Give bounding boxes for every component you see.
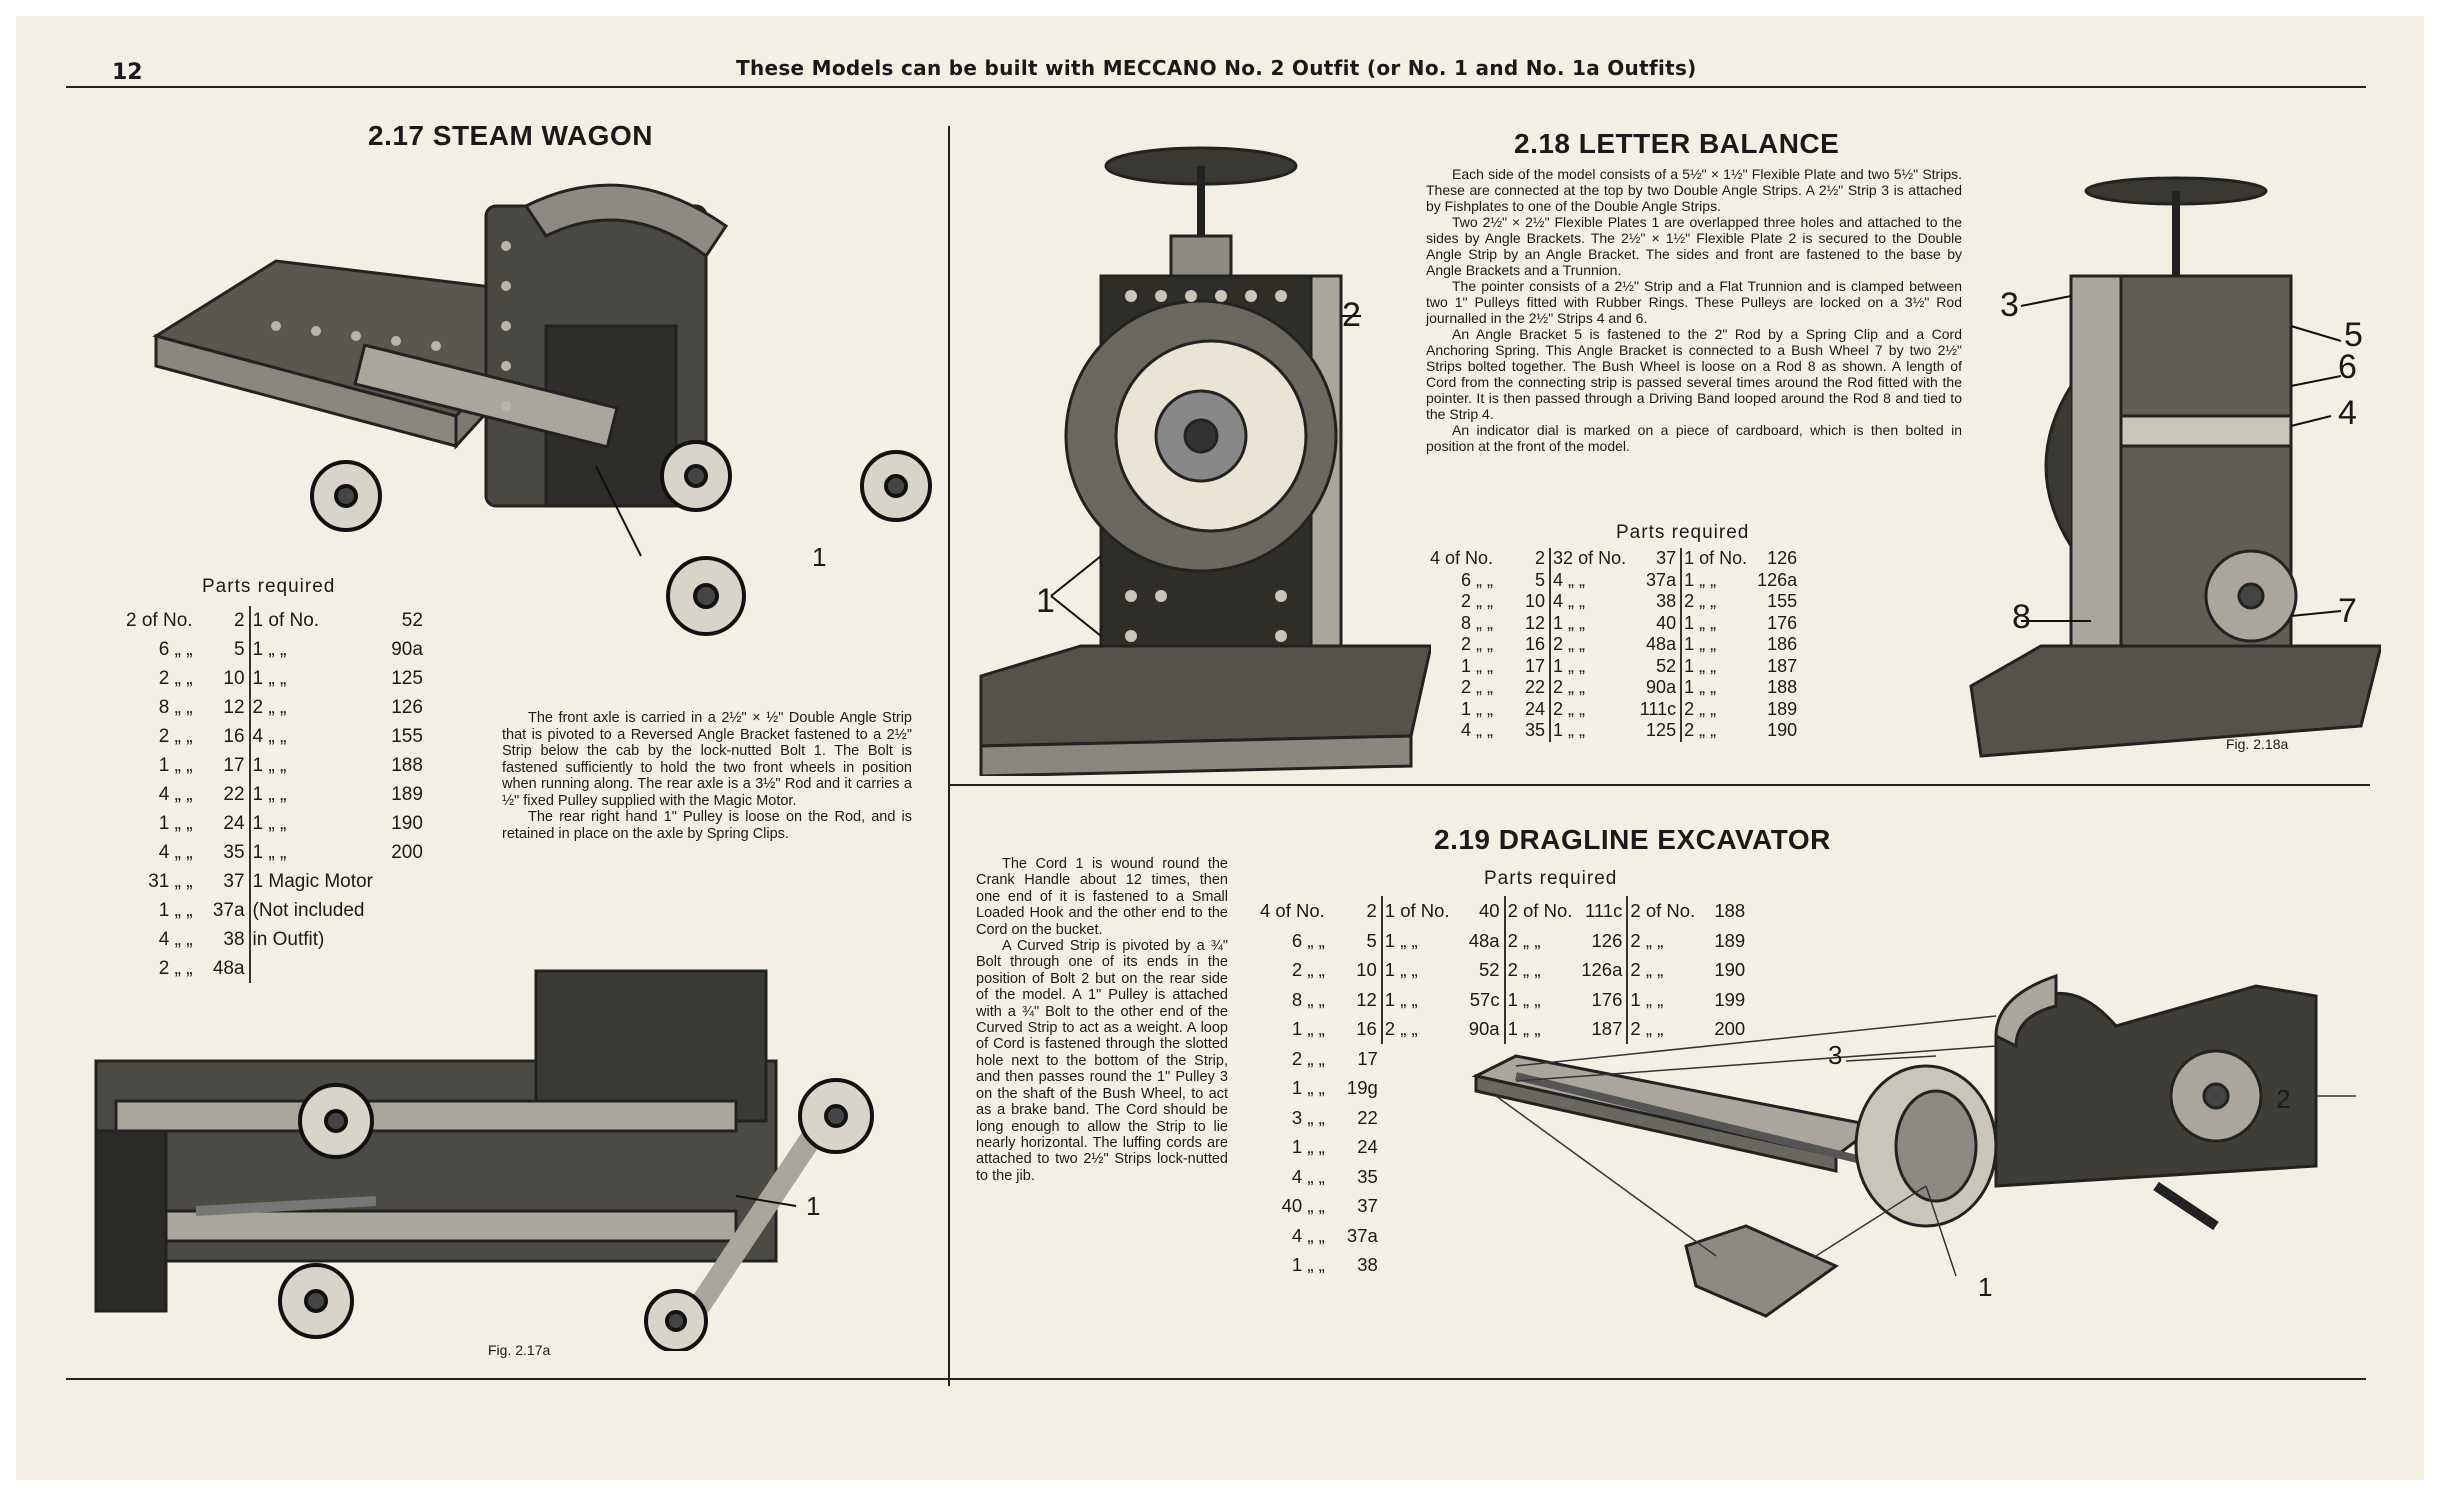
part-number: 126 [1591,929,1623,951]
part-number: 24 [1525,698,1546,719]
letter-balance-side-callout-3: 3 [2000,286,2019,324]
part-quantity: 4 „ „ [158,784,193,805]
part-quantity: 32 of No. [1550,548,1628,570]
letter-balance-parts-heading: Parts required [1616,522,1750,543]
dragline-title: 2.19 DRAGLINE EXCAVATOR [1434,824,1831,855]
part-quantity: 1 „ „ [1681,570,1749,592]
letter-balance-side-callout-8: 8 [2012,598,2031,636]
part-quantity: 4 „ „ [1550,591,1628,613]
part-quantity: 1 of No. [250,606,375,635]
part-number: 19g [1346,1077,1378,1098]
description-paragraph: A Curved Strip is pivoted by a ¾" Bolt through one of its ends in the position of Bolt 2 but on the rear side of the model. A 1" Pulley is attached with a ¾" Bolt to the other end of the Curved Strip to act as a weight. A loop of Cord is fastened through the slotted hole next to the bottom of the Strip, and then passes round the 1" Pulley 3 on the shaft of the Bush Wheel, to act as a brake band. The Cord should be long enough to allow the Strip to lie nearly horizontal. The luffing cords are attached to two 2½" Strips lock-nutted to the jib. [976,938,1228,1184]
catalogue-page [16,16,2424,1480]
part-quantity: 1 „ „ [158,755,193,776]
part-number: 126a [1581,959,1623,980]
dragline-parts-heading: Parts required [1484,868,1618,889]
part-number: 17 [1357,1047,1378,1069]
description-paragraph: An indicator dial is marked on a piece of cardboard, which is then bolted in position at the front of the model. [1426,422,1962,454]
description-paragraph: The front axle is carried in a 2½" × ½" Double Angle Strip that is pivoted to a Reversed Angle Bracket fastened to a 2½" Strip below the cab by the lock-nutted Bolt 1. The Bolt is fastened sufficiently to hold the two front wheels in position when running along. The rear axle is a 3½" Rod and it carries a ½" fixed Pulley supplied with the Magic Motor. [502,710,912,809]
part-number: 10 [1525,591,1546,611]
part-number: 189 [1767,698,1798,719]
parts-row [122,751,427,780]
part-number: 40 [1656,612,1677,633]
part-quantity: 2 „ „ [1681,720,1749,742]
parts-row [122,664,427,693]
part-number: 125 [1646,720,1677,740]
letter-balance-callout-2: 2 [1342,296,1361,334]
letter-balance-description [1426,166,1962,454]
part-quantity: 1 „ „ [158,900,193,921]
parts-row [122,809,427,838]
letter-balance-parts-table [1426,548,1801,742]
part-quantity: 1 „ „ [1291,1254,1325,1275]
part-number: 90a [1646,677,1677,697]
part-number: 190 [391,813,423,834]
part-number [375,896,427,925]
part-quantity: 1 „ „ [1505,1014,1575,1044]
part-quantity: 2 „ „ [1550,677,1628,699]
steam-wagon-underside-callout-1: 1 [806,1191,821,1221]
part-quantity: (Not included [250,896,375,925]
part-quantity: 2 „ „ [1505,955,1575,985]
page-header: These Models can be built with MECCANO No. 2 Outfit (or No. 1 and No. 1a Outfits) [736,56,1697,80]
description-paragraph: The rear right hand 1" Pulley is loose on the Rod, and is retained in place on the axle by Spring Clips. [502,809,912,842]
part-number: 37 [223,871,245,892]
footer-rule [66,1378,2366,1380]
part-quantity: 1 „ „ [158,813,193,834]
part-number: 16 [223,726,245,747]
part-quantity: 2 of No. [1505,896,1575,926]
parts-row [1426,656,1801,678]
part-quantity: 6 „ „ [158,639,193,660]
part-quantity: 1 „ „ [250,664,375,693]
part-number: 35 [223,842,245,863]
part-quantity: 2 „ „ [1550,699,1628,721]
section-divider [950,784,2370,786]
part-number: 16 [1525,634,1546,654]
parts-row [122,867,427,896]
parts-row [1426,699,1801,721]
part-number: 5 [233,639,245,660]
part-number: 2 [1366,900,1377,921]
part-quantity: 1 of No. [1382,896,1452,926]
part-quantity: 4 „ „ [1291,1165,1325,1187]
dragline-callout-2: 2 [2276,1084,2291,1114]
part-quantity: 2 „ „ [1681,591,1749,613]
part-quantity: 1 „ „ [1681,634,1749,656]
part-number: 22 [223,784,245,805]
part-quantity: 8 „ „ [1461,612,1494,633]
part-number: 40 [1479,900,1500,921]
part-quantity: 6 „ „ [1461,569,1494,590]
part-quantity: 1 „ „ [1681,613,1749,635]
part-number: 38 [223,929,245,950]
part-quantity: 4 „ „ [158,842,193,863]
part-number: 10 [1356,959,1377,980]
dragline-excavator-illustration [1456,956,2376,1336]
parts-row [1426,548,1801,570]
part-number: 48a [1468,929,1500,951]
part-number: 37 [1357,1195,1378,1216]
part-number: 37a [212,900,245,921]
part-number: 35 [1525,720,1546,740]
part-quantity: 8 „ „ [1291,988,1325,1010]
part-number: 2 [233,610,245,631]
parts-row [1426,634,1801,656]
part-number: 48a [212,958,245,979]
part-quantity [1382,1103,1452,1133]
part-quantity [1382,1073,1452,1103]
part-number: 38 [1656,591,1677,611]
page-number: 12 [112,60,143,85]
steam-wagon-parts-heading: Parts required [202,576,336,597]
part-quantity: 2 „ „ [1461,634,1494,654]
part-number: 186 [1767,634,1798,654]
part-number: 17 [223,755,245,776]
letter-balance-callout-1: 1 [1036,582,1055,620]
description-paragraph: The Cord 1 is wound round the Crank Handle about 12 times, then one end of it is fastened to a Small Loaded Hook and the other end to the Cord on the bucket. [976,856,1228,938]
part-quantity [1382,1250,1452,1280]
part-quantity: 1 „ „ [1382,926,1452,956]
description-paragraph: The pointer consists of a 2½" Strip and a Flat Trunnion and is clamped between two 1" Pulleys fitted with Rubber Rings. These Pulleys are locked on a 3½" Rod journalled in the 2½" Strips 4 and 6. [1426,278,1962,326]
part-number: 37 [1656,548,1677,568]
part-quantity: 2 „ „ [1461,591,1494,611]
steam-wagon-underside-illustration [76,951,896,1351]
part-number: 12 [223,697,245,718]
part-number: 111c [1585,900,1623,921]
part-number: 10 [223,668,245,689]
part-quantity: 4 „ „ [1291,1224,1325,1246]
letter-balance-side-callout-6: 6 [2338,348,2357,386]
part-number: 188 [1714,900,1746,921]
parts-row [122,780,427,809]
part-number [375,925,427,954]
fig-label-2-18a: Fig. 2.18a [2226,736,2289,752]
part-quantity: 1 „ „ [1627,985,1697,1015]
parts-row [122,693,427,722]
parts-row [1426,613,1801,635]
letter-balance-title: 2.18 LETTER BALANCE [1514,128,1840,159]
part-number: 126a [1757,569,1798,590]
part-number: 22 [1357,1106,1378,1128]
letter-balance-illustration [961,136,1431,776]
part-quantity: 2 „ „ [1291,1047,1325,1069]
part-number: 52 [1656,655,1677,676]
part-quantity: 1 „ „ [1505,985,1575,1015]
steam-wagon-parts-table [122,606,427,983]
part-number [375,867,427,896]
part-number: 200 [391,842,423,863]
part-number: 188 [1767,677,1798,697]
part-number: 125 [391,668,423,689]
part-quantity: 1 „ „ [1461,655,1494,676]
header-rule [66,86,2366,88]
part-number: 126 [391,697,423,718]
parts-row [1426,720,1801,742]
part-number: 52 [401,610,423,631]
part-quantity: 2 „ „ [1627,955,1697,985]
part-quantity: 2 „ „ [158,668,193,689]
part-number: 187 [1591,1018,1623,1039]
part-quantity: 2 „ „ [158,958,193,979]
part-quantity: 1 „ „ [250,838,375,867]
part-number: 190 [1767,720,1798,740]
part-quantity: 8 „ „ [158,697,193,718]
part-quantity: 1 „ „ [250,809,375,838]
letter-balance-side-callout-7: 7 [2338,592,2357,630]
parts-row [122,635,427,664]
parts-row [122,722,427,751]
part-quantity: 1 „ „ [1291,1018,1325,1039]
part-quantity: 1 „ „ [1550,720,1628,742]
part-quantity: 1 „ „ [1550,613,1628,635]
part-quantity: 1 „ „ [250,780,375,809]
part-quantity: 1 „ „ [1291,1077,1325,1098]
part-quantity [1382,1132,1452,1162]
part-number: 16 [1356,1018,1377,1039]
description-paragraph: Each side of the model consists of a 5½" × 1½" Flexible Plate and two 5½" Strips. These are connected at the top by two Double Angle Strips. A 2½" Strip 3 is attached by Fishplates to one of the Double Angle Strips. [1426,166,1962,214]
part-number: 5 [1535,569,1546,590]
part-number: 190 [1714,959,1746,980]
column-divider [948,126,950,1386]
part-quantity: 1 „ „ [1550,656,1628,678]
part-quantity: 2 „ „ [1505,926,1575,956]
part-quantity: 1 of No. [1681,548,1749,570]
parts-row [122,606,427,635]
parts-row [122,896,427,925]
part-quantity: 1 „ „ [250,635,375,664]
part-quantity: 4 „ „ [158,929,193,950]
part-quantity: 1 „ „ [1291,1136,1325,1157]
parts-row [1256,926,1749,956]
description-paragraph: An Angle Bracket 5 is fastened to the 2" Rod by a Spring Clip and a Cord Anchoring Spring. This Angle Bracket is connected to a Bush Wheel 7 by two 2½" Strips bolted together. The Bush Wheel is loose on a Rod 8 as shown. A length of Cord from the connecting strip is passed several times around the Rod fitted with the pointer. It is then passed through a Driving Band looped around the Rod 8 and tied to the Strip 4. [1426,326,1962,422]
part-quantity: 2 „ „ [1681,699,1749,721]
part-number: 189 [391,784,423,805]
part-number: 200 [1714,1018,1746,1039]
part-quantity: 1 „ „ [1382,985,1452,1015]
steam-wagon-callout-1: 1 [812,542,827,572]
part-quantity: in Outfit) [250,925,375,954]
part-number: 48a [1646,634,1677,654]
letter-balance-side-callout-4: 4 [2338,394,2357,432]
part-quantity: 31 „ „ [148,871,193,892]
steam-wagon-title: 2.17 STEAM WAGON [368,120,653,151]
dragline-callout-3: 3 [1828,1040,1843,1070]
part-quantity: 40 „ „ [1281,1195,1325,1216]
part-number: 155 [391,726,423,747]
part-number: 2 [1535,548,1546,568]
part-quantity: 4 of No. [1430,548,1494,568]
part-quantity: 6 „ „ [1291,929,1325,951]
part-quantity: 4 „ „ [1550,570,1628,592]
letter-balance-side-callout-5: 5 [2344,316,2363,354]
part-quantity [1382,1191,1452,1221]
description-paragraph: Two 2½" × 2½" Flexible Plates 1 are overlapped three holes and attached to the sides by Angle Brackets. The 2½" × 1½" Flexible Plate 2 is secured to the Double Angle Strip by an Angle Bracket. The sides and front are fastened to the base by Angle Brackets and a Trunnion. [1426,214,1962,278]
part-quantity [1382,1044,1452,1074]
part-number: 37a [1646,569,1677,590]
part-number: 12 [1525,612,1546,633]
letter-balance-side-illustration [1961,166,2381,766]
part-quantity: 1 „ „ [1461,698,1494,719]
fig-label-2-17a: Fig. 2.17a [488,1342,551,1358]
part-quantity: 1 „ „ [250,751,375,780]
part-quantity: 2 „ „ [1627,1014,1697,1044]
part-quantity: 4 of No. [1260,900,1325,921]
part-quantity: 1 „ „ [1382,955,1452,985]
part-quantity: 1 „ „ [1681,677,1749,699]
part-number: 17 [1525,655,1546,676]
part-quantity: 4 „ „ [250,722,375,751]
part-number: 126 [1767,548,1798,568]
part-number: 35 [1357,1165,1378,1187]
part-quantity: 1 Magic Motor [250,867,375,896]
part-number: 24 [1357,1136,1378,1157]
part-number: 187 [1767,655,1798,676]
part-quantity: 2 of No. [126,610,193,631]
part-quantity: 2 „ „ [1382,1014,1452,1044]
part-number: 5 [1366,929,1377,951]
part-number: 188 [391,755,423,776]
part-quantity: 2 „ „ [1461,677,1494,697]
part-number: 37a [1346,1224,1378,1246]
part-number: 199 [1714,988,1746,1010]
part-quantity: 2 of No. [1627,896,1697,926]
steam-wagon-description [502,710,912,842]
part-number: 90a [391,639,423,660]
part-quantity: 2 „ „ [1291,959,1325,980]
part-quantity [1382,1221,1452,1251]
part-number: 111c [1639,698,1677,719]
steam-wagon-illustration [126,166,946,646]
dragline-description [976,856,1228,1184]
part-quantity: 2 „ „ [158,726,193,747]
part-quantity: 2 „ „ [250,693,375,722]
part-quantity: 2 „ „ [1550,634,1628,656]
part-quantity [1382,1162,1452,1192]
parts-row [1256,896,1749,926]
part-number: 176 [1767,612,1798,633]
part-quantity: 1 „ „ [1681,656,1749,678]
part-number: 38 [1357,1254,1378,1275]
parts-row [1426,570,1801,592]
part-number: 52 [1479,959,1500,980]
part-number: 90a [1468,1018,1500,1039]
parts-row [1426,591,1801,613]
part-quantity: 3 „ „ [1291,1106,1325,1128]
part-number: 12 [1356,988,1377,1010]
part-number: 189 [1714,929,1746,951]
parts-row [1426,677,1801,699]
part-quantity: 2 „ „ [1627,926,1697,956]
part-number: 57c [1469,988,1500,1010]
part-quantity: 4 „ „ [1461,720,1494,740]
parts-row [122,925,427,954]
part-number: 155 [1767,591,1798,611]
dragline-callout-1: 1 [1978,1272,1993,1302]
part-number: 22 [1525,677,1546,697]
part-number: 24 [223,813,245,834]
part-number: 176 [1591,988,1623,1010]
parts-row [122,838,427,867]
